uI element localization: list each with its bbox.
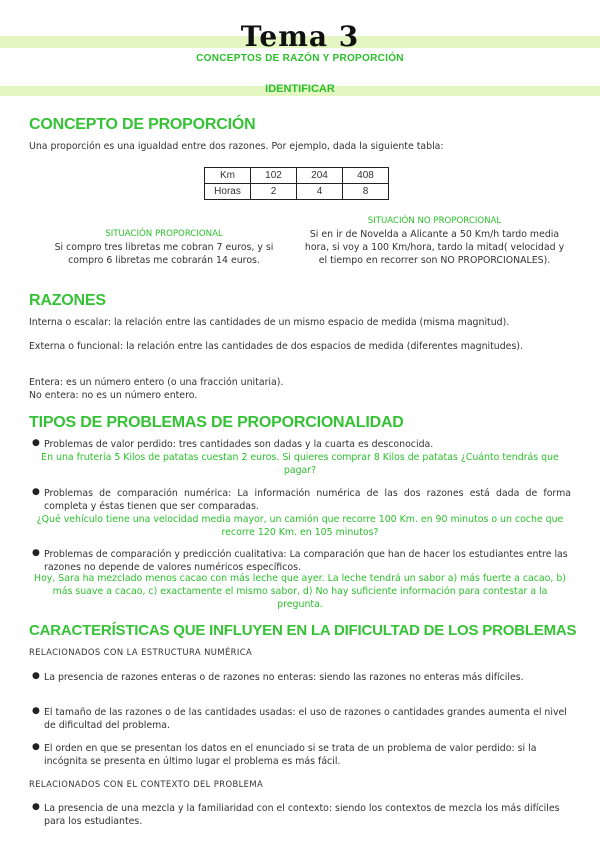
- subheading-estructura-numerica: RELACIONADOS CON LA ESTRUCTURA NUMÉRICA: [29, 647, 253, 657]
- heading-caracteristicas: CARACTERÍSTICAS QUE INFLUYEN EN LA DIFICULTAD DE LOS PROBLEMAS: [29, 622, 577, 639]
- razones-externa: Externa o funcional: la relación entre las cantidades de dos espacios de medida (diferentes magnitudes).: [29, 341, 523, 352]
- section-tag: IDENTIFICAR: [265, 83, 335, 95]
- heading-tipos: TIPOS DE PROBLEMAS DE PROPORCIONALIDAD: [29, 414, 404, 431]
- proportional-example: Si compro tres libretas me cobran 7 euros, y si compro 6 libretas me cobrarán 14 euros.: [54, 242, 274, 266]
- proporcion-intro: Una proporción es una igualdad entre dos razones. Por ejemplo, dada la siguiente tabla:: [29, 141, 444, 152]
- subheading-contexto: RELACIONADOS CON EL CONTEXTO DEL PROBLEMA: [29, 779, 264, 789]
- table-cell: Km: [205, 168, 251, 184]
- heading-razones: RAZONES: [29, 292, 106, 309]
- bullet-icon: ●: [32, 671, 40, 681]
- tipo-valor-perdido: Problemas de valor perdido: tres cantidades son dadas y la cuarta es desconocida.: [44, 439, 434, 450]
- table-row: [205, 184, 389, 200]
- bullet-icon: ●: [32, 802, 40, 812]
- table-cell: 408: [343, 168, 389, 184]
- table-cell: 102: [251, 168, 297, 184]
- table-cell: 204: [297, 168, 343, 184]
- razones-interna: Interna o escalar: la relación entre las cantidades de un mismo espacio de medida (misma magnitud).: [29, 317, 510, 328]
- table-cell: 2: [251, 184, 297, 200]
- caracteristica-orden: El orden en que se presentan los datos en el enunciado si se trata de un problema de valor perdido: si la incógnita se presenta en último lugar el problema es más fácil.: [44, 743, 537, 767]
- non-proportional-example: Si en ir de Novelda a Alicante a 50 Km/h tardo media hora, si voy a 100 Km/hora, tardo la mitad( velocidad y el tiempo en recorrer son NO PROPORCIONALES).: [304, 229, 565, 266]
- bullet-icon: ●: [32, 706, 40, 716]
- km-horas-table: [204, 167, 389, 200]
- proportional-label: SITUACIÓN PROPORCIONAL: [105, 229, 223, 239]
- razones-entera: Entera: es un número entero (o una fracción unitaria).: [29, 377, 284, 388]
- non-proportional-label: SITUACIÓN NO PROPORCIONAL: [367, 216, 502, 226]
- tipo-valor-perdido-example: En una frutería 5 Kilos de patatas cuestan 2 euros. Si quieres comprar 8 Kilos de patatas ¿Cuánto tendrás que pagar?: [41, 452, 559, 476]
- bullet-icon: ●: [32, 742, 40, 752]
- tipo-comparacion-numerica-example: ¿Qué vehículo tiene una velocidad media mayor, un camión que recorre 100 Km. en 90 minutos o un coche que recorre 120 Km. en 105 minutos?: [36, 514, 564, 538]
- page-subtitle: CONCEPTOS DE RAZÓN Y PROPORCIÓN: [196, 53, 404, 64]
- tipo-comparacion-cualitativa-example: Hoy, Sara ha mezclado menos cacao con más leche que ayer. La leche tendrá un sabor a) más fuerte a cacao, b) más suave a cacao, c) exactamente el mismo sabor, d) No hay suficiente información para contestar a la pregunta.: [34, 573, 566, 610]
- caracteristica-razones: La presencia de razones enteras o de razones no enteras: siendo las razones no enteras más difíciles.: [44, 672, 524, 683]
- page-title: Tema 3: [240, 20, 360, 53]
- bullet-icon: ●: [32, 438, 40, 448]
- table-cell: 4: [297, 184, 343, 200]
- caracteristica-mezcla: La presencia de una mezcla y la familiaridad con el contexto: siendo los contextos de mezcla los más difíciles para los estudiantes.: [44, 803, 560, 827]
- bullet-icon: ●: [32, 548, 40, 558]
- heading-proporcion: CONCEPTO DE PROPORCIÓN: [29, 116, 256, 133]
- bullet-icon: ●: [32, 487, 40, 497]
- table-cell: Horas: [205, 184, 251, 200]
- razones-no-entera: No entera: no es un número entero.: [29, 390, 198, 401]
- tipo-comparacion-cualitativa: Problemas de comparación y predicción cualitativa: La comparación que han de hacer los estudiantes entre las razones no depende de valores numéricos específicos.: [44, 549, 568, 573]
- tipo-comparacion-numerica: Problemas de comparación numérica: La información numérica de las dos razones está dada de forma completa y éstas tienen que ser comparadas.: [44, 488, 571, 512]
- table-cell: 8: [343, 184, 389, 200]
- caracteristica-tamano: El tamaño de las razones o de las cantidades usadas: el uso de razones o cantidades grandes aumenta el nivel de dificultad del problema.: [44, 707, 567, 731]
- table-row: [205, 168, 389, 184]
